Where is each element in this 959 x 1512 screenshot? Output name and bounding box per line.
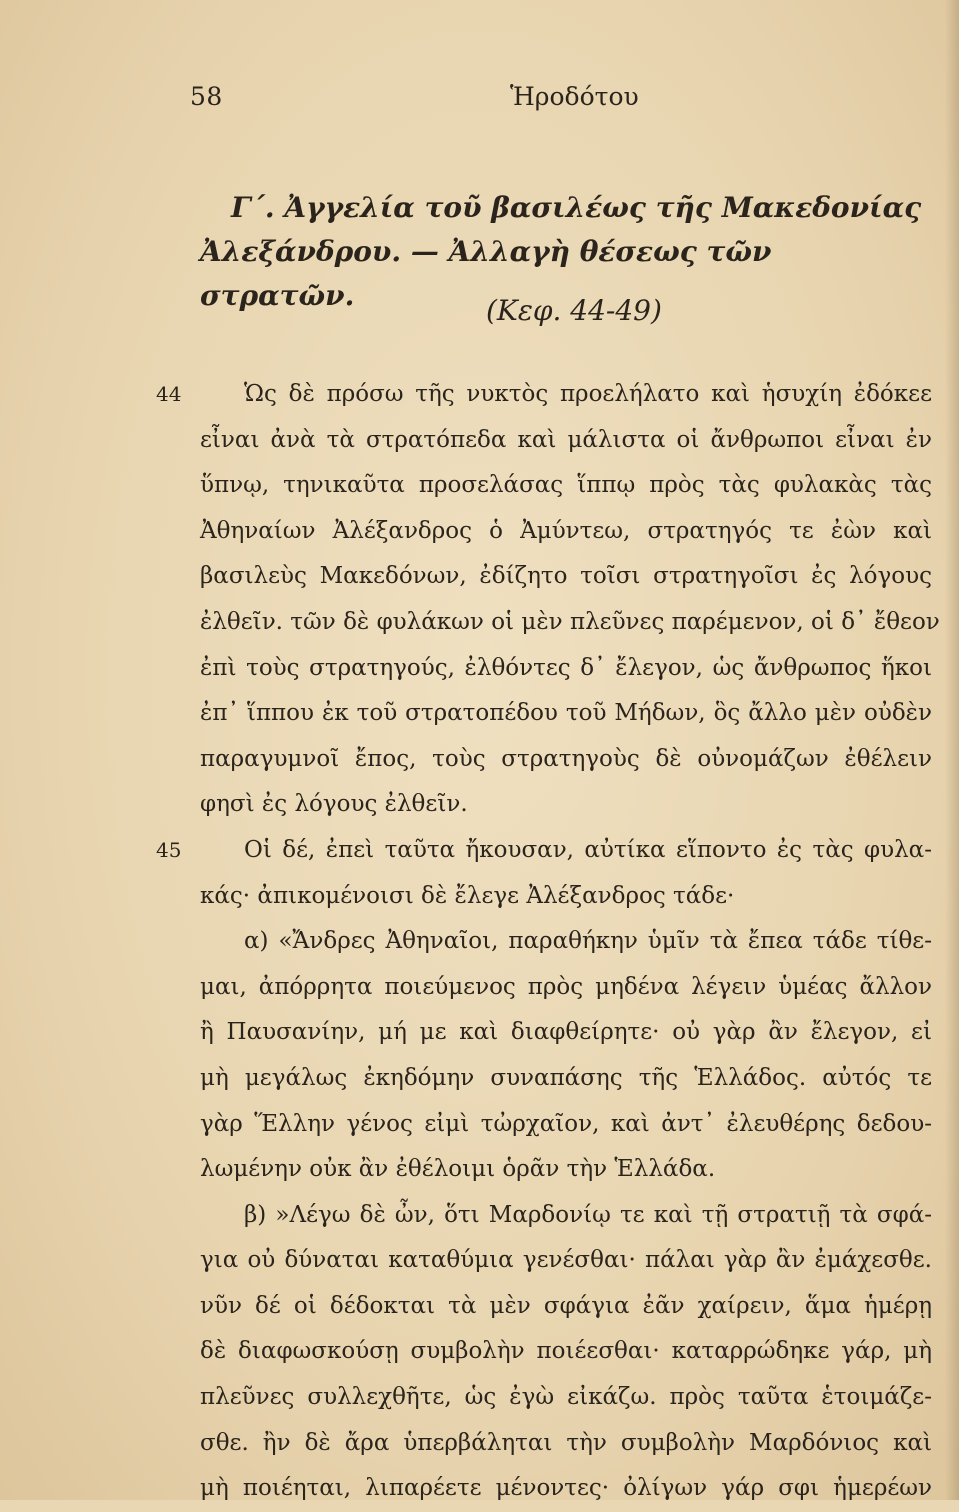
running-head: Ἡροδότου [510, 82, 639, 111]
text-line: βασιλεὺς Μακεδόνων, ἐδίζητο τοῖσι στρατηγοῖσι ἐς λόγους [200, 563, 932, 590]
page-header [0, 82, 959, 118]
text-line: α) «Ἄνδρες Ἀθηναῖοι, παραθήκην ὑμῖν τὰ ἔπεα τάδε τίθε- [244, 928, 932, 955]
text-line: ἐπὶ τοὺς στρατηγούς, ἐλθόντες δ᾽ ἔλεγον, ὡς ἄνθρωπος ἥκοι [200, 654, 932, 681]
text-line: φησὶ ἐς λόγους ἐλθεῖν. [200, 791, 468, 818]
text-line: ἐλθεῖν. τῶν δὲ φυλάκων οἱ μὲν πλεῦνες παρέμενον, οἱ δ᾽ ἔθεον [200, 608, 940, 635]
text-line: μὴ μεγάλως ἐκηδόμην συναπάσης τῆς Ἑλλάδος. αὐτός τε [200, 1064, 932, 1091]
body-text [156, 372, 940, 1512]
text-line: κάς· ἀπικομένοισι δὲ ἔλεγε Ἀλέξανδρος τάδε· [200, 882, 735, 909]
text-line: εἶναι ἀνὰ τὰ στρατόπεδα καὶ μάλιστα οἱ ἄνθρωποι εἶναι ἐν [200, 426, 932, 453]
text-line: ὕπνῳ, τηνικαῦτα προσελάσας ἵππῳ πρὸς τὰς φυλακὰς τὰς [200, 472, 932, 499]
text-line: νῦν δέ οἱ δέδοκται τὰ μὲν σφάγια ἐᾶν χαίρειν, ἅμα ἡμέρῃ [200, 1292, 932, 1319]
text-line: μαι, ἀπόρρητα ποιεύμενος πρὸς μηδένα λέγειν ὑμέας ἄλλον [200, 973, 932, 1000]
text-line: β) »Λέγω δὲ ὦν, ὅτι Μαρδονίῳ τε καὶ τῇ στρατιῇ τὰ σφά- [244, 1201, 932, 1228]
chapter-reference: (Κεφ. 44-49) [486, 294, 662, 327]
text-line: σθε. ἢν δὲ ἄρα ὑπερβάληται τὴν συμβολὴν Μαρδόνιος καὶ [200, 1429, 932, 1456]
text-line: Ἀθηναίων Ἀλέξανδρος ὁ Ἀμύντεω, στρατηγός τε ἐὼν καὶ [200, 517, 932, 544]
section-title-line-1: Γ΄. Ἀγγελία τοῦ βασιλέως τῆς Μακεδονίας [231, 191, 922, 224]
text-line: παραγυμνοῖ ἔπος, τοὺς στρατηγοὺς δὲ οὐνομάζων ἐθέλειν [200, 745, 932, 772]
text-line: γὰρ Ἕλλην γένος εἰμὶ τὠρχαῖον, καὶ ἀντ᾽ ἐλευθέρης δεδου- [200, 1110, 932, 1137]
section-title-line-2: Ἀλεξάνδρου. — Ἀλλαγὴ θέσεως τῶν στρατῶν. [200, 235, 772, 312]
text-line: μὴ ποιέηται, λιπαρέετε μένοντες· ὀλίγων γάρ σφι ἡμερέων [200, 1475, 932, 1502]
text-line: ἢ Παυσανίην, μή με καὶ διαφθείρητε· οὐ γὰρ ἂν ἔλεγον, εἰ [200, 1019, 932, 1046]
text-line: 44 Ὡς δὲ πρόσω τῆς νυκτὸς προελήλατο καὶ ἡσυχίη ἐδόκεε [200, 372, 932, 418]
page-number: 58 [190, 82, 223, 111]
chapter-number-44: 44 [156, 382, 182, 406]
chapter-number-45: 45 [156, 837, 182, 862]
text-line: πλεῦνες συλλεχθῆτε, ὡς ἐγὼ εἰκάζω. πρὸς ταῦτα ἑτοιμάζε- [200, 1384, 932, 1411]
text-line: 45 Οἱ δέ, ἐπεὶ ταῦτα ἤκουσαν, αὐτίκα εἵποντο ἐς τὰς φυλα- [200, 828, 932, 874]
text-line: δὲ διαφωσκούσῃ συμβολὴν ποιέεσθαι· καταρρώδηκε γάρ, μὴ [200, 1338, 932, 1365]
text-line: ἐπ᾽ ἵππου ἐκ τοῦ στρατοπέδου τοῦ Μήδων, ὃς ἄλλο μὲν οὐδὲν [200, 700, 932, 727]
text-line: λωμένην οὐκ ἂν ἐθέλοιμι ὁρᾶν τὴν Ἑλλάδα. [200, 1156, 716, 1183]
text-line: για οὐ δύναται καταθύμια γενέσθαι· πάλαι γὰρ ἂν ἐμάχεσθε. [200, 1247, 932, 1274]
